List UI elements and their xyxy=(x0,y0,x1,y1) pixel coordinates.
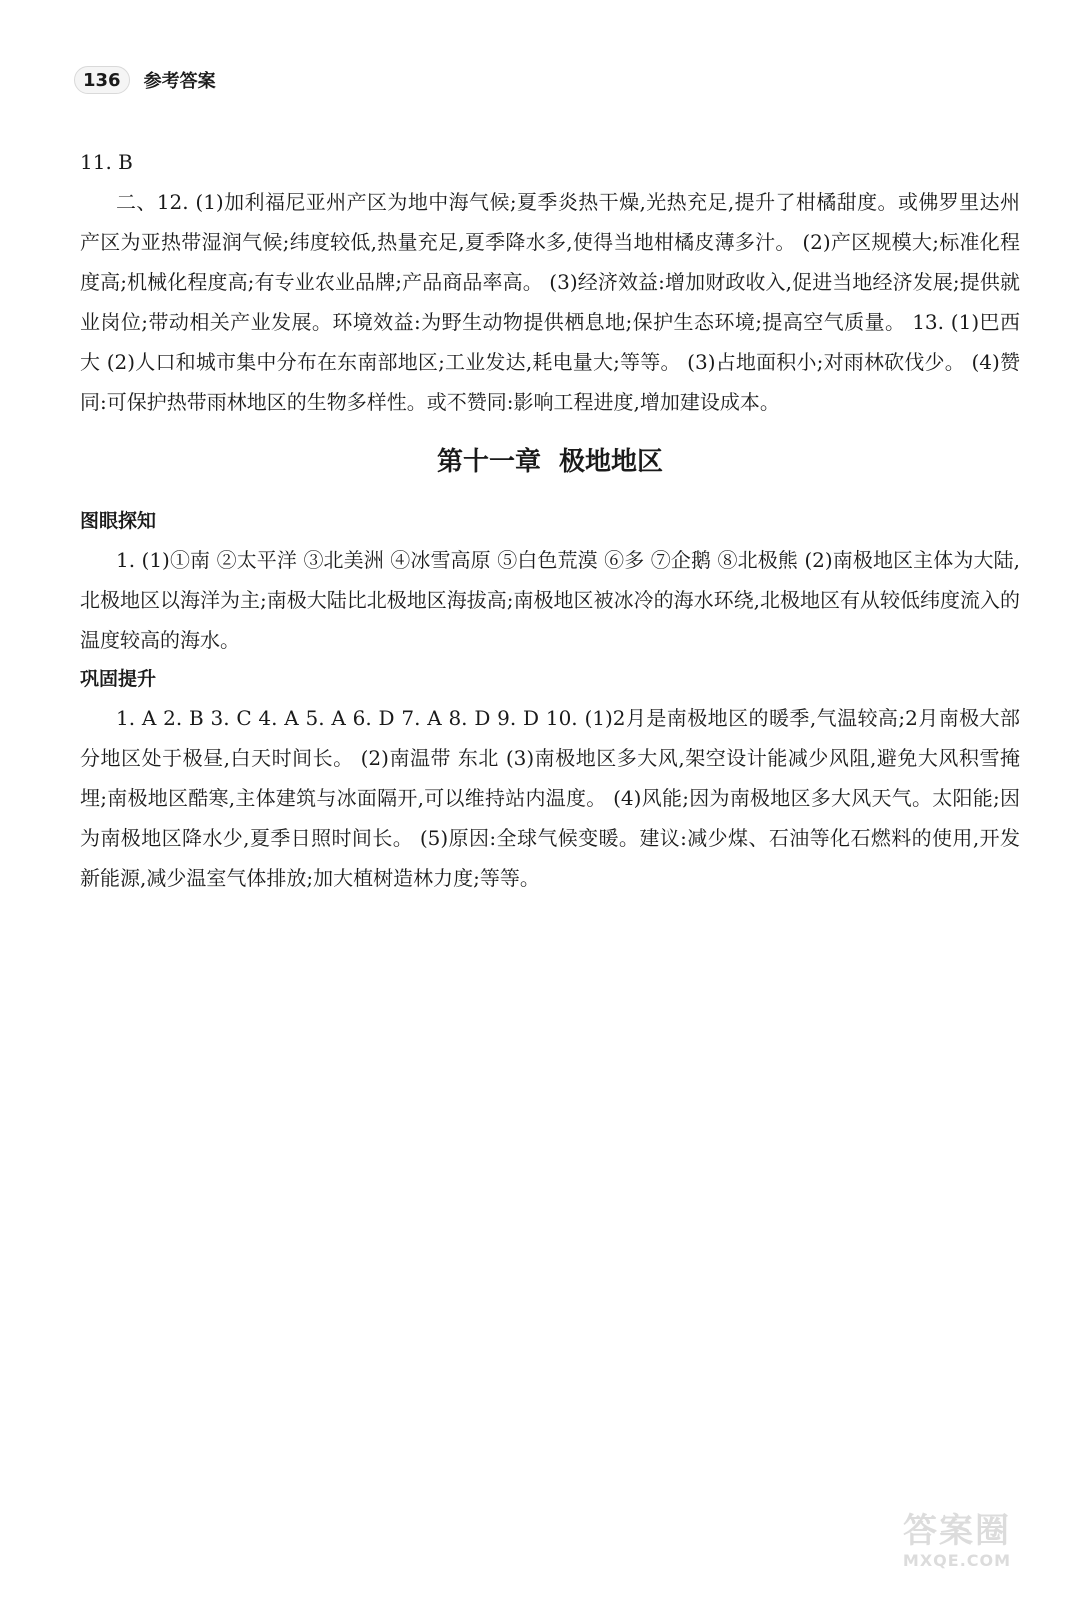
answer-paragraph-consolidation: 1. A 2. B 3. C 4. A 5. A 6. D 7. A 8. D 9. D 10. (1)2月是南极地区的暖季,气温较高;2月南极大部分地区处于极昼,白天时间长。 (2)南温带 东北 (3)南极地区多大风,架空设计能减少风阻,避免大风积雪掩埋;南极地区酷寒,主体建筑与冰面隔开,可以维持站内温度。 (4)风能;因为南极地区多大风天气。太阳能;因为南极地区降水少,夏季日照时间长。 (5)原因:全球气候变暖。建议:减少煤、石油等化石燃料的使用,开发新能源,减少温室气体排放;加大植树造林力度;等等。 xyxy=(80,706,1020,890)
chapter-title: 第十一章 极地地区 xyxy=(436,447,664,477)
page-number: 136 xyxy=(74,66,130,94)
answer-paragraph-12-13: 二、12. (1)加利福尼亚州产区为地中海气候;夏季炎热干燥,光热充足,提升了柑橘甜度。或佛罗里达州产区为亚热带湿润气候;纬度较低,热量充足,夏季降水多,使得当地柑橘皮薄多汁。 (2)产区规模大;标准化程度高;机械化程度高;有专业农业品牌;产品商品率高。 (3)经济效益:增加财政收入,促进当地经济发展;提供就业岗位;带动相关产业发展。环境效益:为野生动物提供栖息地;保护生态环境;提高空气质量。 13. (1)巴西 大 (2)人口和城市集中分布在东南部地区;工业发达,耗电量大;等等。 (3)占地面积小;对雨林砍伐少。 (4)赞同:可保护热带雨林地区的生物多样性。或不赞同:影响工程进度,增加建设成本。 xyxy=(80,190,1020,414)
subheading-consolidation: 巩固提升 xyxy=(80,668,157,690)
watermark-logo-text: 答案圈 xyxy=(903,1511,1011,1551)
watermark-logo xyxy=(882,1511,1032,1570)
section-label: 参考答案 xyxy=(143,71,216,92)
answer-paragraph-map: 1. (1)①南 ②太平洋 ③北美洲 ④冰雪高原 ⑤白色荒漠 ⑥多 ⑦企鹅 ⑧北极熊 (2)南极地区主体为大陆,北极地区以海洋为主;南极大陆比北极地区海拔高;南极地区被冰冷的海水环绕,北极地区有从较低纬度流入的温度较高的海水。 xyxy=(80,548,1020,652)
watermark-url: MXQE.COM xyxy=(902,1551,1012,1570)
answer-content xyxy=(80,142,1020,898)
page-header xyxy=(74,66,216,94)
subheading-map-exploration: 图眼探知 xyxy=(80,510,157,532)
answer-paragraph-11: 11. B xyxy=(80,150,133,174)
